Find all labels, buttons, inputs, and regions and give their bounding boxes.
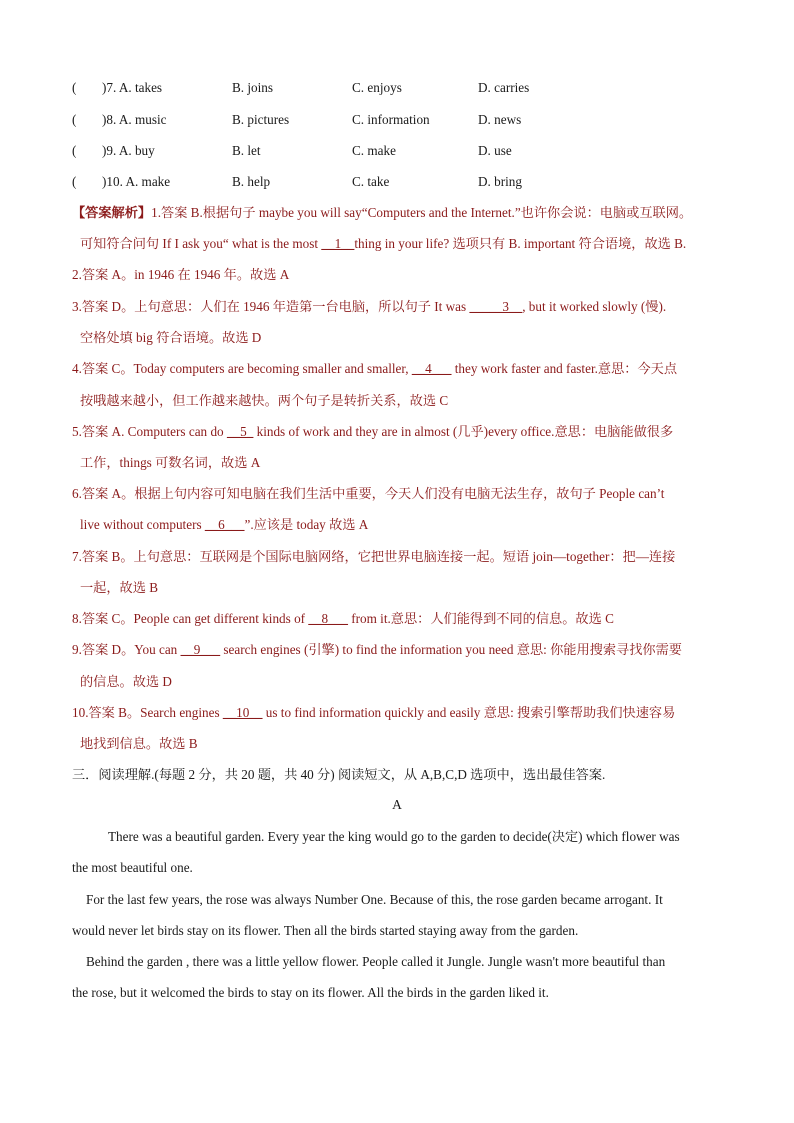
answer-7-line-1: 7.答案 B。上句意思：互联网是个国际电脑网络，它把世界电脑连接一起。短语 join—together：把—连接: [72, 549, 676, 564]
option-a: )10. A. make: [102, 174, 171, 189]
answer-8: 8.答案 C。People can get different kinds of __8___ from it.意思：人们能得到不同的信息。故选 C: [72, 611, 614, 626]
answer-10-line-2: 地找到信息。故选 B: [80, 736, 198, 751]
option-d: D. news: [478, 112, 522, 127]
option-c: C. enjoys: [352, 80, 402, 95]
passage-label: A: [392, 797, 402, 812]
option-c: C. information: [352, 112, 430, 127]
option-c: C. make: [352, 143, 396, 158]
answer-5-line-1: 5.答案 A. Computers can do __5_ kinds of work and they are in almost (几乎)every office.意思：电脑能做很多: [72, 424, 674, 439]
answer-3-line-2: 空格处填 big 符合语境。故选 D: [80, 330, 262, 345]
option-d: D. carries: [478, 80, 530, 95]
passage-p1-line-1: There was a beautiful garden. Every year the king would go to the garden to decide(决定) which flower was: [108, 829, 680, 844]
option-b: B. pictures: [232, 112, 290, 127]
answer-9-line-1: 9.答案 D。You can __9___ search engines (引擎) to find the information you need 意思: 你能用搜索寻找你需要: [72, 642, 682, 657]
answer-4-line-2: 按哦越来越小，但工作越来越快。两个句子是转折关系，故选 C: [80, 393, 449, 408]
passage-p2-line-2: would never let birds stay on its flower. Then all the birds started staying away from the garden.: [72, 923, 579, 938]
answer-6-line-1: 6.答案 A。根据上句内容可知电脑在我们生活中重要，今天人们没有电脑无法生存，故句子 People can’t: [72, 486, 665, 501]
option-a: )8. A. music: [102, 112, 167, 127]
answer-paren: (: [72, 174, 77, 189]
answer-3-line-1: 3.答案 D。上句意思：人们在 1946 年造第一台电脑，所以句子 It was _____3__, but it worked slowly (慢).: [72, 299, 667, 314]
answer-2: 2.答案 A。in 1946 在 1946 年。故选 A: [72, 267, 290, 282]
answer-9-line-2: 的信息。故选 D: [80, 674, 172, 689]
option-d: D. use: [478, 143, 512, 158]
answer-1-line-2: 可知符合问句 If I ask you“ what is the most __1__thing in your life? 选项只有 B. important 符合语境，故选 B.: [80, 236, 687, 251]
answer-5-line-2: 工作，things 可数名词，故选 A: [80, 455, 261, 470]
answer-10-line-1: 10.答案 B。Search engines __10__ us to find information quickly and easily 意思: 搜索引擎帮助我们快速容易: [72, 705, 676, 720]
passage-p3-line-1: Behind the garden , there was a little yellow flower. People called it Jungle. Jungle wasn't more beautiful than: [86, 954, 666, 969]
option-b: B. joins: [232, 80, 274, 95]
answer-4-line-1: 4.答案 C。Today computers are becoming smaller and smaller, __4___ they work faster and faster.意思：今天点: [72, 361, 678, 376]
option-d: D. bring: [478, 174, 522, 189]
option-c: C. take: [352, 174, 390, 189]
option-a: )7. A. takes: [102, 80, 163, 95]
answer-paren: (: [72, 143, 77, 158]
passage-p3-line-2: the rose, but it welcomed the birds to stay on its flower. All the birds in the garden liked it.: [72, 985, 549, 1000]
answer-1-line-1: 【答案解析】1.答案 B.根据句子 maybe you will say“Computers and the Internet.”也许你会说：电脑或互联网。: [72, 205, 693, 220]
answer-paren: (: [72, 112, 77, 127]
option-b: B. help: [232, 174, 271, 189]
answer-header: 【答案解析】: [72, 205, 152, 220]
answer-6-line-2: live without computers __6___”.应该是 today 故选 A: [80, 517, 369, 532]
answer-paren: (: [72, 80, 77, 95]
passage-p2-line-1: For the last few years, the rose was always Number One. Because of this, the rose garden became arrogant. It: [86, 892, 663, 907]
option-a: )9. A. buy: [102, 143, 155, 158]
section-3-title: 三．阅读理解.(每题 2 分，共 20 题，共 40 分) 阅读短文，从 A,B,C,D 选项中，选出最佳答案.: [72, 767, 606, 782]
passage-p1-line-2: the most beautiful one.: [72, 860, 193, 875]
answer-7-line-2: 一起，故选 B: [80, 580, 159, 595]
option-b: B. let: [232, 143, 261, 158]
